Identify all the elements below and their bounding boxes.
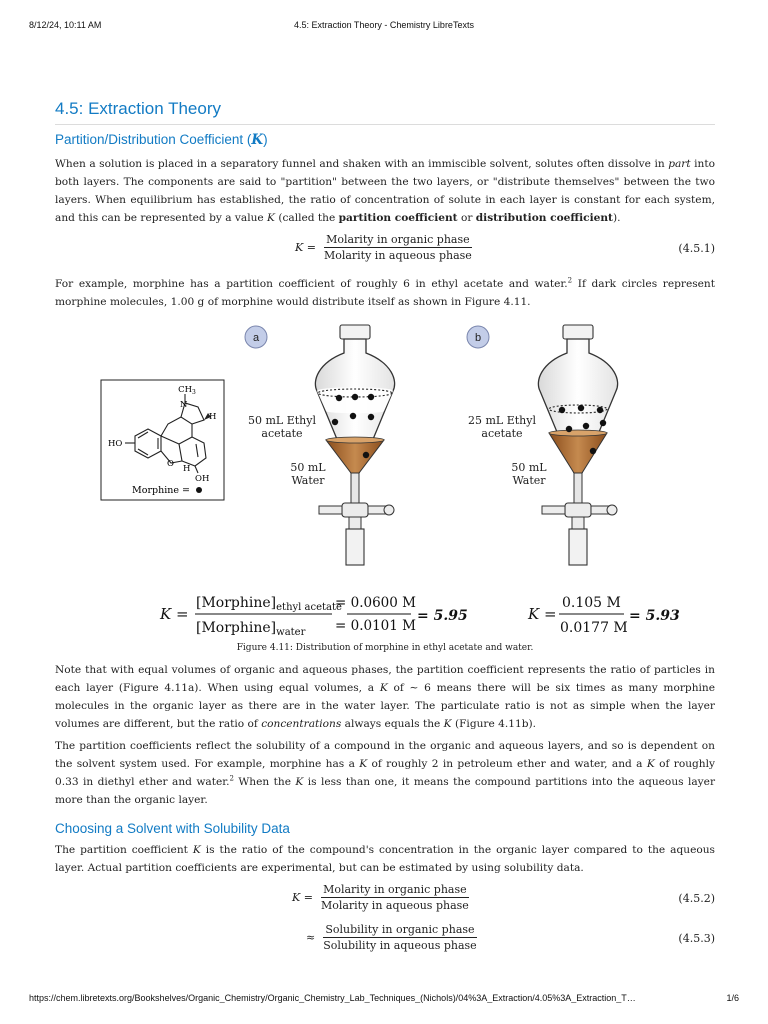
figure-4-11	[55, 323, 715, 658]
separatory-funnel-b	[538, 325, 617, 565]
morphine-structure	[101, 380, 224, 500]
funnel-a-water-label-1: 50 mL	[290, 461, 326, 474]
equation-figure-b	[527, 595, 680, 636]
eq-b-numerator: 0.105 M	[562, 595, 621, 611]
term-distribution-coefficient: distribution coefficient	[475, 212, 613, 224]
eq-a-k: K =	[160, 605, 189, 623]
struct-ch3: $CH_3$	[178, 385, 196, 396]
funnel-a-organic-label-1: 50 mL Ethyl	[248, 414, 316, 427]
equation-number: (4.5.3)	[678, 932, 715, 945]
print-footer	[0, 993, 768, 1005]
struct-o: O	[167, 459, 174, 469]
struct-h-top: H	[209, 412, 217, 422]
paragraph-equal-volumes: Note that with equal volumes of organic and aqueous phases, the partition coefficient represents the ratio of particles in each layer (Figure 4.11a). When using equal volumes, a K of ∼ 6 means there will be six times as many morphine molecules in the organic layer as there are in the water layer. The particulate ratio is not as simple when the layer volumes are different, but the ratio of concentrations always equals the K (Figure 4.11b).	[55, 664, 716, 730]
eq-b-k: K =	[528, 605, 557, 623]
equation-4-5-3: ≈ $\frac{\text{Solubility in organic phase}}{\text{Solubility in aqueous phase}}$ (4.5.3)	[306, 923, 715, 952]
badge-b	[467, 326, 489, 348]
equation-number: (4.5.1)	[678, 242, 715, 255]
term-partition-coefficient: partition coefficient	[338, 212, 458, 224]
badge-a-label: a	[252, 332, 260, 344]
print-datetime: 8/12/24, 10:11 AM	[29, 20, 102, 30]
funnel-b-organic-label-2: acetate	[481, 427, 523, 440]
print-header	[0, 20, 768, 32]
equation-4-5-1: K = $\frac{\text{Molarity in organic phase}}{\text{Molarity in aqueous phase}}$ (4.5.1)	[295, 233, 715, 262]
struct-ho: HO	[108, 439, 123, 449]
separatory-funnel-a	[315, 325, 394, 565]
struct-oh: OH	[195, 474, 210, 484]
figure-caption: Figure 4.11: Distribution of morphine in ethyl acetate and water.	[236, 643, 534, 653]
page-title: 4.5: Extraction Theory	[55, 99, 715, 125]
badge-a	[245, 326, 267, 348]
eq-a-numerator: $[Morphine]_{ethyl acetate}$	[196, 595, 342, 613]
paragraph-partition-intro: When a solution is placed in a separatory funnel and shaken with an immiscible solvent, solutes often dissolve in part into both layers. The components are said to "partition" between the two layers, or "distribute themselves" between the two layers. When equilibrium has established, the ratio of concentration of solute in each layer is constant for each system, and this can be represented by a value K (called the partition coefficient or distribution coefficient).	[55, 158, 715, 224]
print-title: 4.5: Extraction Theory - Chemistry LibreTexts	[294, 20, 474, 30]
paragraph-solubility-data: The partition coefficient K is the ratio of the compound's concentration in the organic layer compared to the aqueous layer. Actual partition coefficients are experimental, but can be estimated by using solubility data.	[55, 844, 715, 874]
print-page-number: 1/6	[726, 993, 739, 1003]
section-heading-partition: Partition/Distribution Coefficient (K)	[55, 132, 268, 148]
section-heading-choosing-solvent: Choosing a Solvent with Solubility Data	[55, 821, 290, 836]
print-url: https://chem.libretexts.org/Bookshelves/Organic_Chemistry/Organic_Chemistry_Lab_Techniques_(Nichols)/04%3A_Extraction/4.05%3A_Extraction_T…	[29, 993, 636, 1003]
legend-morphine-dot	[196, 487, 202, 493]
paragraph-solubility-dependence: The partition coefficients reflect the solubility of a compound in the organic and aqueous layers, and so is dependent on the solvent system used. For example, morphine has a K of roughly 2 in petroleum ether and water, and a K of roughly 0.33 in diethyl ether and water.$^2$ When the K is less than one, it means the compound partitions into the aqueous layer more than the organic layer.	[55, 740, 716, 806]
equation-figure-a	[159, 595, 468, 638]
eq-b-denominator: 0.0177 M	[560, 620, 628, 636]
legend-morphine: Morphine =	[132, 485, 190, 496]
funnel-a-water-label-2: Water	[291, 474, 325, 487]
struct-h-bottom: H	[183, 464, 191, 474]
equation-4-5-2: K = $\frac{\text{Molarity in organic phase}}{\text{Molarity in aqueous phase}}$ (4.5.2)	[292, 883, 715, 912]
eq-a-denominator: $[Morphine]_{water}$	[196, 620, 306, 638]
badge-b-label: b	[474, 332, 482, 344]
paragraph-morphine-example: For example, morphine has a partition coefficient of roughly 6 in ethyl acetate and water.$^2$ If dark circles represent morphine molecules, 1.00 g of morphine would distribute itself as shown in Figure 4.11.	[55, 276, 715, 308]
equation-number: (4.5.2)	[678, 892, 715, 905]
eq-a-num-value: = 0.0600 M	[335, 595, 416, 611]
struct-n: N	[180, 400, 188, 410]
figure-illustration	[55, 323, 715, 641]
k-variable: K	[251, 132, 264, 148]
funnel-b-organic-label-1: 25 mL Ethyl	[468, 414, 536, 427]
funnel-b-water-label-2: Water	[512, 474, 546, 487]
eq-a-result: = 5.95	[417, 608, 468, 624]
eq-a-den-value: = 0.0101 M	[335, 618, 416, 634]
eq-b-result: = 5.93	[629, 608, 680, 624]
funnel-b-water-label-1: 50 mL	[511, 461, 547, 474]
funnel-a-organic-label-2: acetate	[261, 427, 303, 440]
